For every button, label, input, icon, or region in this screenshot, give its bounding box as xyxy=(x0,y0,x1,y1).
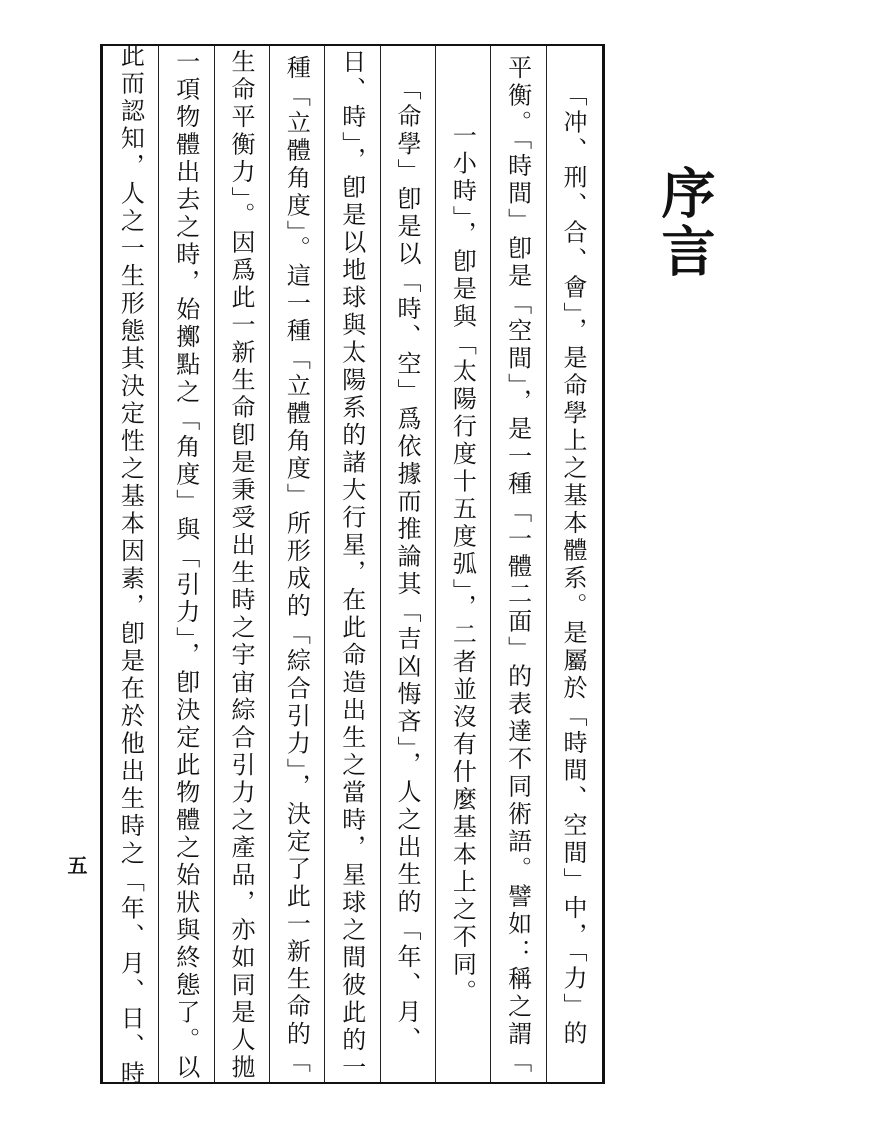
text-column xyxy=(547,46,601,1082)
text-column xyxy=(436,46,491,1082)
page-title: 序言 xyxy=(653,165,717,281)
column-text: 一項物體出去之時，始擲點之「角度」與「引力」，卽決定此物體之始狀與終態了。以 xyxy=(171,48,200,1082)
column-text: 生命平衡力」。因爲此一新生命卽是秉受出生時之宇宙綜合引力之產品，亦如同是人拋 xyxy=(227,48,256,1082)
column-text: 「冲、刑、合、會」，是命學上之基本體系。是屬於「時間、空間」中，「力」的 xyxy=(559,82,587,1048)
text-column xyxy=(381,46,436,1082)
column-text: 平衡。「時間」卽是「空間」，是一種「一體二面」的表達不同術語。譬如：稱之謂「 xyxy=(503,54,532,1076)
text-column xyxy=(491,46,546,1082)
column-text: 種「立體角度」。這一種「立體角度」所形成的「綜合引力」，決定了此一新生命的「 xyxy=(282,54,311,1076)
column-text: 日、時」，卽是以地球與太陽系的諸大行星，在此命造出生之當時，星球之間彼此的一 xyxy=(337,48,366,1082)
column-text: 一小時」，卽是與「太陽行度十五度弧」，二者並沒有什麼基本上之不同。 xyxy=(448,123,477,1007)
text-column xyxy=(270,46,325,1082)
text-columns xyxy=(104,42,601,1088)
frame-rule-right xyxy=(602,44,605,1084)
text-frame xyxy=(100,42,605,1088)
column-text: 此而認知，人之一生形態其決定性之基本因素，卽是在於他出生時之「年、月、日、時 xyxy=(116,42,145,1088)
text-column xyxy=(104,42,159,1088)
page-number: 五 xyxy=(64,855,88,875)
text-column xyxy=(215,46,270,1082)
text-column xyxy=(325,46,380,1082)
column-text: 「命學」卽是以「時、空」爲依據而推論其「吉凶悔吝」，人之出生的「年、月、 xyxy=(393,76,422,1054)
text-column xyxy=(159,46,214,1082)
